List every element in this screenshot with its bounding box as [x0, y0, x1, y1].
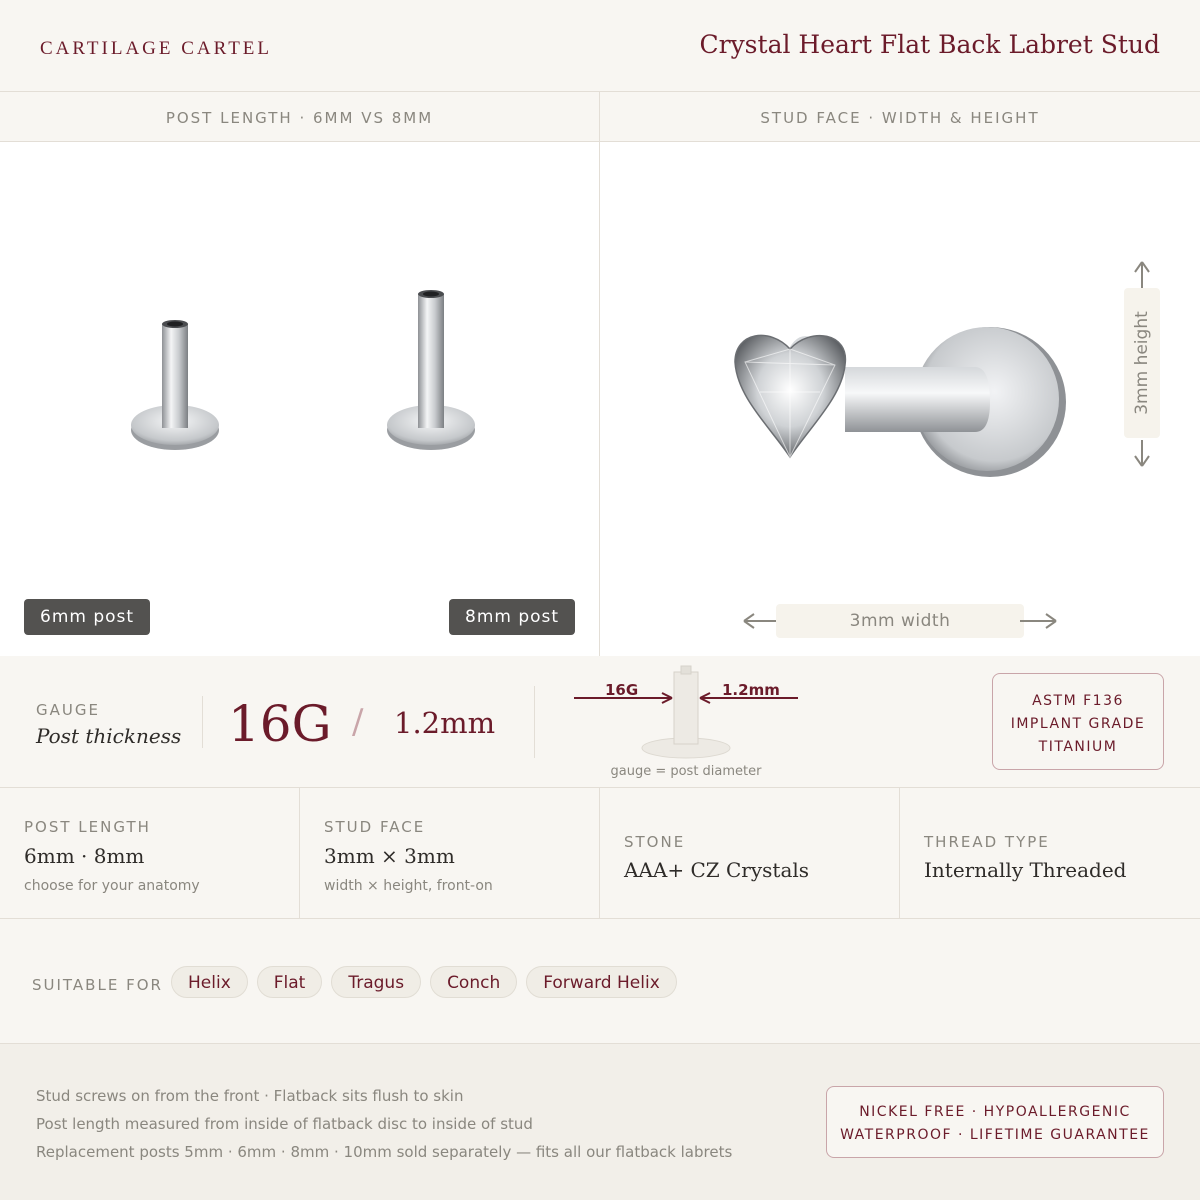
gauge-subtitle: Post thickness — [36, 724, 182, 748]
arrow-right-icon — [1018, 611, 1058, 631]
guarantee-badge: NICKEL FREE · HYPOALLERGENIC WATERPROOF · LIFETIME GUARANTEE — [826, 1086, 1164, 1158]
diagram-label-16g: 16G — [605, 681, 639, 699]
spec-thread-type: THREAD TYPE Internally Threaded — [924, 833, 1127, 882]
arrow-up-icon — [1132, 260, 1152, 290]
suitable-for-label: SUITABLE FOR — [32, 976, 163, 994]
stud-face-heading: STUD FACE · WIDTH & HEIGHT — [600, 92, 1200, 142]
footer-line-2: Post length measured from inside of flatback disc to inside of stud — [36, 1115, 533, 1133]
tag-flat[interactable]: Flat — [257, 966, 323, 998]
product-title: Crystal Heart Flat Back Labret Stud — [699, 30, 1160, 59]
specs-row — [0, 788, 1200, 919]
diagram-label-1-2mm: 1.2mm — [722, 681, 780, 699]
gauge-divider-left — [202, 696, 203, 748]
chip-8mm-post: 8mm post — [449, 599, 575, 635]
heart-stud-image — [725, 307, 1075, 487]
tag-forward-helix[interactable]: Forward Helix — [526, 966, 677, 998]
footer-line-1: Stud screws on from the front · Flatback sits flush to skin — [36, 1087, 464, 1105]
tag-tragus[interactable]: Tragus — [331, 966, 421, 998]
post-length-panel — [0, 92, 600, 656]
spec-stone: STONE AAA+ CZ Crystals — [600, 788, 900, 919]
post-6mm-image — [120, 312, 230, 462]
gauge-value: 16G — [228, 695, 332, 753]
post-8mm-image — [376, 282, 486, 462]
gauge-diagram — [570, 662, 810, 782]
page-header — [0, 0, 1200, 92]
astm-badge: ASTM F136 IMPLANT GRADE TITANIUM — [992, 673, 1164, 770]
brand-logo[interactable]: CARTILAGE CARTEL — [40, 38, 273, 59]
gauge-label: GAUGE — [36, 701, 100, 719]
spec-post-length: POST LENGTH 6mm · 8mm choose for your anatomy — [0, 788, 300, 919]
diagram-caption: gauge = post diameter — [610, 764, 762, 779]
height-dimension-label: 3mm height — [1124, 288, 1160, 438]
width-dimension-label: 3mm width — [776, 604, 1024, 638]
gauge-mm: 1.2mm — [394, 706, 496, 740]
spec-stud-face: STUD FACE 3mm × 3mm width × height, front-on — [300, 788, 600, 919]
chip-6mm-post: 6mm post — [24, 599, 150, 635]
gauge-row — [0, 656, 1200, 788]
post-diameter-diagram — [570, 662, 810, 762]
footer — [0, 1044, 1200, 1200]
gauge-separator: / — [352, 702, 364, 742]
tag-helix[interactable]: Helix — [171, 966, 248, 998]
suitable-for-row — [0, 919, 1200, 1044]
gauge-divider-right — [534, 686, 535, 758]
footer-line-3: Replacement posts 5mm · 6mm · 8mm · 10mm sold separately — fits all our flatback labrets — [36, 1143, 733, 1161]
arrow-down-icon — [1132, 438, 1152, 468]
stud-face-panel — [600, 92, 1200, 656]
piercing-tags — [171, 966, 686, 998]
image-panels — [0, 92, 1200, 656]
tag-conch[interactable]: Conch — [430, 966, 517, 998]
post-length-heading: POST LENGTH · 6MM VS 8MM — [0, 92, 599, 142]
